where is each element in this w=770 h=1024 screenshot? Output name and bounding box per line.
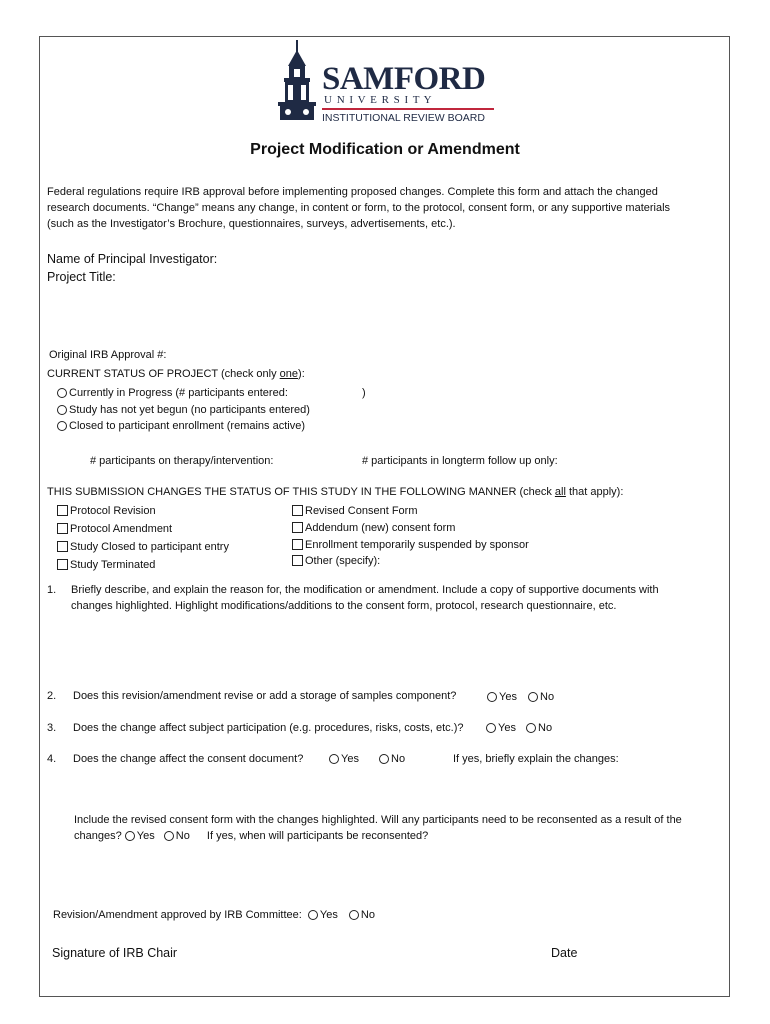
- radio-closed[interactable]: [57, 421, 67, 431]
- check-study-closed[interactable]: Study Closed to participant entry: [57, 539, 229, 555]
- logo-divider: [322, 108, 494, 110]
- q4-yes[interactable]: Yes: [329, 751, 359, 767]
- q3-no[interactable]: No: [526, 720, 552, 736]
- bell-tower-logo-icon: [272, 38, 324, 122]
- q4-explain: If yes, briefly explain the changes:: [453, 753, 619, 765]
- signature-label: Signature of IRB Chair: [52, 946, 178, 960]
- therapy-label: # participants on therapy/intervention:: [90, 455, 274, 467]
- radio-in-progress[interactable]: [57, 388, 67, 398]
- reconsent-line-1: Include the revised consent form with the changes highlighted. Will any participants need to be reconsented as a result of the: [74, 814, 682, 826]
- check-protocol-revision[interactable]: Protocol Revision: [57, 503, 156, 519]
- radio-q3-yes[interactable]: [486, 723, 496, 733]
- intro-line-1: Federal regulations require IRB approval before implementing proposed changes. Complete this form and attach the changed: [47, 186, 658, 198]
- radio-q4-no[interactable]: [379, 754, 389, 764]
- checkbox[interactable]: [292, 555, 303, 566]
- q3-number: 3.: [47, 722, 57, 734]
- radio-q3-no[interactable]: [526, 723, 536, 733]
- approval-line: Revision/Amendment approved by IRB Committee: Yes No: [53, 909, 375, 921]
- reconsent-no-label[interactable]: No: [175, 830, 190, 842]
- check-enrollment-suspended[interactable]: Enrollment temporarily suspended by sponsor: [292, 537, 529, 553]
- q1-line-1: Briefly describe, and explain the reason for, the modification or amendment. Include a copy of supportive documents with: [71, 584, 659, 596]
- q3-yes[interactable]: Yes: [486, 720, 516, 736]
- radio-approved-no[interactable]: [349, 910, 359, 920]
- longterm-label: # participants in longterm follow up only:: [362, 455, 558, 467]
- checkbox[interactable]: [292, 522, 303, 533]
- intro-line-2: research documents. “Change” means any change, in content or form, to the protocol, consent form, or any supportive materials: [47, 202, 671, 214]
- status-option-not-begun[interactable]: Study has not yet begun (no participants entered): [57, 402, 310, 418]
- q2-no[interactable]: No: [528, 689, 554, 705]
- close-paren: ): [362, 387, 366, 399]
- q3-text: Does the change affect subject participation (e.g. procedures, risks, costs, etc.)?: [73, 722, 464, 734]
- check-protocol-amendment[interactable]: Protocol Amendment: [57, 521, 172, 537]
- q1-line-2: changes highlighted. Highlight modifications/additions to the consent form, protocol, research questionnaire, etc.: [71, 600, 617, 612]
- q1-number: 1.: [47, 584, 57, 596]
- radio-reconsent-no[interactable]: [164, 831, 174, 841]
- date-label: Date: [551, 946, 578, 960]
- reconsent-line-2: changes? Yes No If yes, when will participants be reconsented?: [74, 830, 429, 842]
- status-option-closed[interactable]: Closed to participant enrollment (remains active): [57, 418, 305, 434]
- checkbox[interactable]: [57, 523, 68, 534]
- q2-number: 2.: [47, 690, 57, 702]
- radio-q2-no[interactable]: [528, 692, 538, 702]
- radio-q2-yes[interactable]: [487, 692, 497, 702]
- checkbox[interactable]: [57, 559, 68, 570]
- logo-board: INSTITUTIONAL REVIEW BOARD: [322, 112, 485, 124]
- intro-line-3: (such as the Investigator’s Brochure, questionnaires, surveys, advertisements, etc.).: [47, 218, 456, 230]
- status-heading: CURRENT STATUS OF PROJECT (check only one):: [47, 368, 305, 380]
- check-study-terminated[interactable]: Study Terminated: [57, 557, 155, 573]
- q4-no[interactable]: No: [379, 751, 405, 767]
- logo-university: U N I V E R S I T Y: [324, 94, 433, 106]
- radio-reconsent-yes[interactable]: [125, 831, 135, 841]
- project-title-label: Project Title:: [47, 270, 116, 284]
- checkbox[interactable]: [57, 541, 68, 552]
- q4-number: 4.: [47, 753, 57, 765]
- changes-heading: THIS SUBMISSION CHANGES THE STATUS OF THIS STUDY IN THE FOLLOWING MANNER (check all that apply):: [47, 486, 624, 498]
- reconsent-yes-label[interactable]: Yes: [136, 830, 155, 842]
- check-addendum-consent[interactable]: Addendum (new) consent form: [292, 520, 455, 536]
- radio-approved-yes[interactable]: [308, 910, 318, 920]
- checkbox[interactable]: [292, 505, 303, 516]
- pi-label: Name of Principal Investigator:: [47, 252, 218, 266]
- radio-q4-yes[interactable]: [329, 754, 339, 764]
- q2-text: Does this revision/amendment revise or add a storage of samples component?: [73, 690, 457, 702]
- check-other[interactable]: Other (specify):: [292, 553, 380, 569]
- check-revised-consent[interactable]: Revised Consent Form: [292, 503, 418, 519]
- logo-name: SAMFORD: [322, 61, 486, 97]
- radio-not-begun[interactable]: [57, 405, 67, 415]
- page-title: Project Modification or Amendment: [250, 141, 520, 158]
- checkbox[interactable]: [57, 505, 68, 516]
- q4-text: Does the change affect the consent document?: [73, 753, 304, 765]
- approval-label: Original IRB Approval #:: [49, 349, 167, 361]
- status-option-in-progress[interactable]: Currently in Progress (# participants entered:: [57, 385, 288, 401]
- q2-yes[interactable]: Yes: [487, 689, 517, 705]
- checkbox[interactable]: [292, 539, 303, 550]
